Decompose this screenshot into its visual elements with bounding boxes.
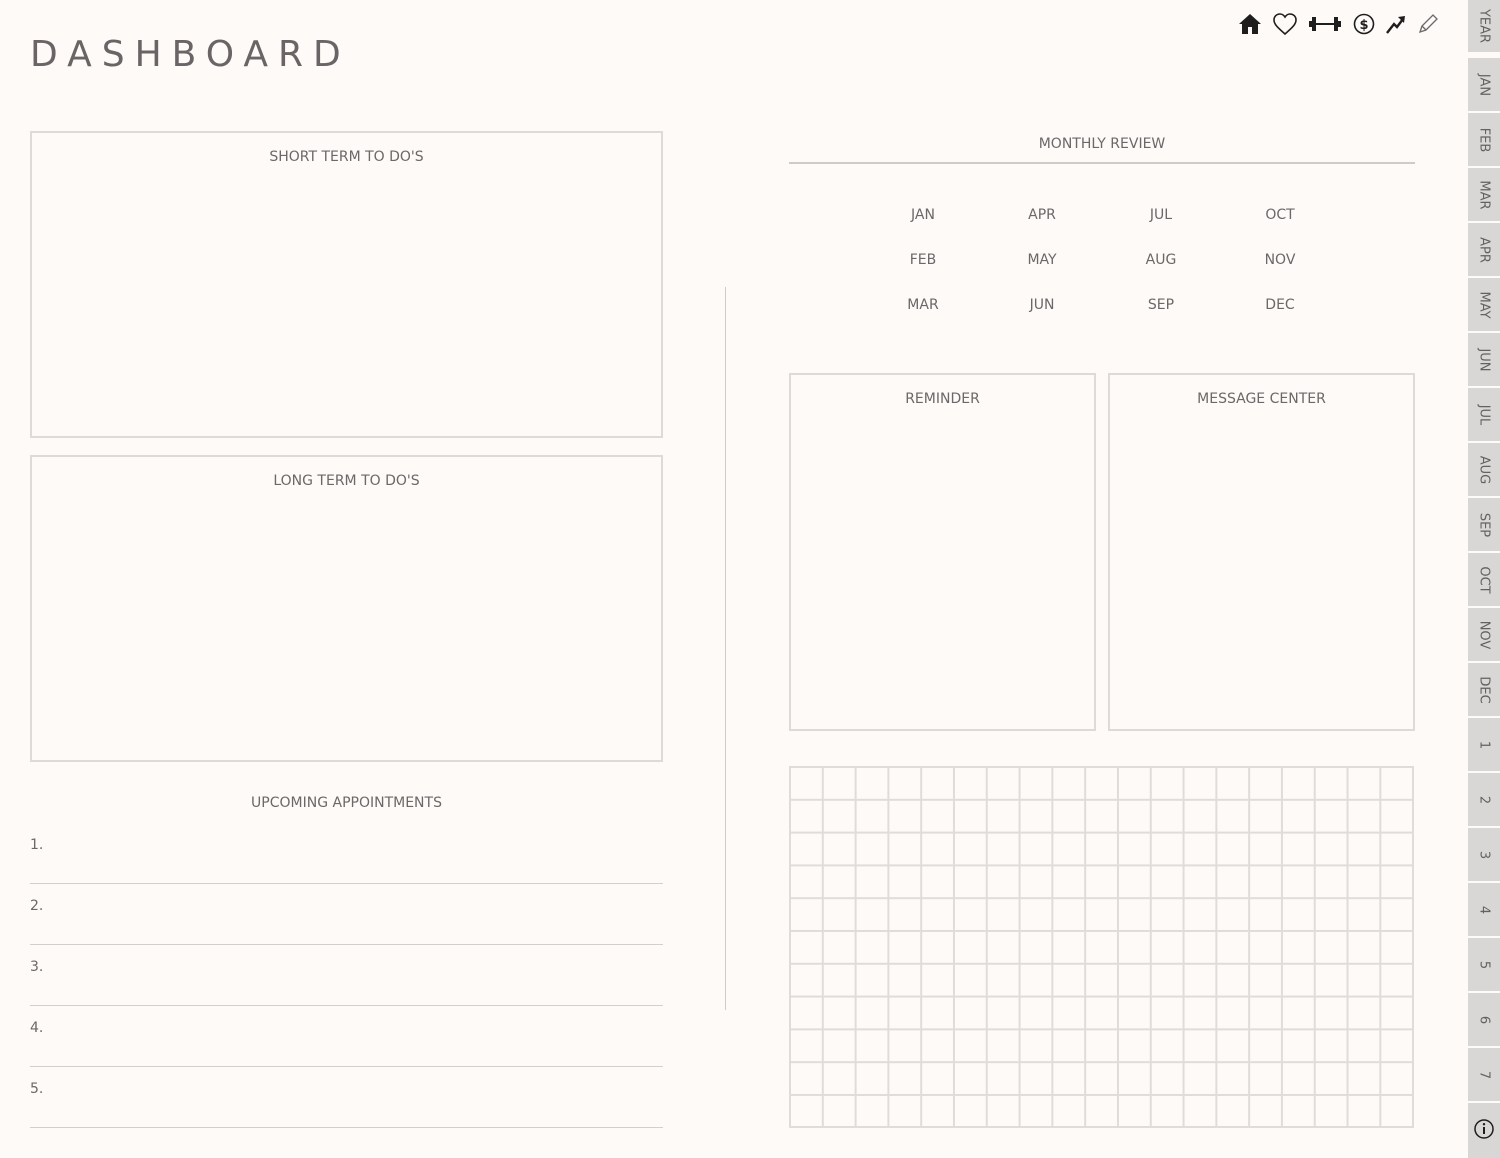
month-link-mar[interactable]: MAR	[907, 297, 939, 313]
reminder-box[interactable]	[789, 373, 1096, 731]
sidebar-tab-mar[interactable]	[1468, 168, 1500, 221]
dollar-icon[interactable]	[1352, 12, 1376, 36]
month-link-apr[interactable]: APR	[1028, 207, 1056, 223]
sidebar-tab-label: APR	[1476, 236, 1492, 263]
sidebar-tab-label: JUL	[1476, 404, 1492, 425]
sidebar-tab-7[interactable]	[1468, 1048, 1500, 1101]
sidebar-tab-dec[interactable]	[1468, 663, 1500, 716]
message-center-box[interactable]	[1108, 373, 1415, 731]
sidebar-tab-sep[interactable]	[1468, 498, 1500, 551]
appointment-row[interactable]	[30, 1067, 663, 1128]
month-link-jun[interactable]: JUN	[1029, 297, 1055, 313]
column-divider	[725, 287, 726, 1010]
sidebar-tab-label: OCT	[1476, 565, 1492, 594]
sidebar-tab-label: JAN	[1476, 73, 1492, 96]
month-link-may[interactable]: MAY	[1027, 252, 1057, 268]
sidebar-tab-5[interactable]	[1468, 938, 1500, 991]
sidebar-tab-label: YEAR	[1476, 8, 1492, 44]
top-nav-icons	[1232, 12, 1442, 44]
short-term-todo-label: SHORT TERM TO DO'S	[269, 149, 424, 165]
sidebar-tab-jun[interactable]	[1468, 333, 1500, 386]
sidebar-tab-year[interactable]	[1468, 0, 1500, 52]
sidebar-tab-label: NOV	[1476, 620, 1492, 649]
month-link-jul[interactable]: JUL	[1149, 207, 1173, 223]
sidebar-tab-6[interactable]	[1468, 993, 1500, 1046]
month-link-aug[interactable]: AUG	[1145, 252, 1177, 268]
monthly-review-underline	[789, 162, 1415, 164]
sidebar-tab-aug[interactable]	[1468, 443, 1500, 496]
month-link-oct[interactable]: OCT	[1265, 207, 1295, 223]
sidebar-tab-label: SEP	[1476, 512, 1492, 537]
info-icon	[1473, 1118, 1495, 1144]
month-link-jan[interactable]: JAN	[911, 207, 935, 223]
month-link-sep[interactable]: SEP	[1147, 297, 1175, 313]
sidebar-tab-label: JUN	[1476, 347, 1492, 372]
appointment-row[interactable]	[30, 823, 663, 884]
sidebar-tab-label: MAR	[1476, 179, 1492, 210]
heart-icon[interactable]	[1272, 12, 1298, 36]
month-link-feb[interactable]: FEB	[909, 252, 937, 268]
page-title: DASHBOARD	[30, 34, 351, 75]
message-center-label: MESSAGE CENTER	[1197, 391, 1326, 407]
svg-text:$: $	[1359, 18, 1369, 33]
sidebar-tab-label: 4	[1476, 905, 1492, 914]
sidebar-tabs	[1468, 0, 1500, 1158]
sidebar-tab-3[interactable]	[1468, 828, 1500, 881]
notes-grid[interactable]	[789, 766, 1414, 1128]
sidebar-tab-jan[interactable]	[1468, 58, 1500, 111]
sidebar-tab-1[interactable]	[1468, 718, 1500, 771]
month-link-nov[interactable]: NOV	[1264, 252, 1296, 268]
monthly-review-title: MONTHLY REVIEW	[1038, 136, 1166, 152]
reminder-label: REMINDER	[905, 391, 980, 407]
sidebar-tab-nov[interactable]	[1468, 608, 1500, 661]
sidebar-tab-2[interactable]	[1468, 773, 1500, 826]
month-link-dec[interactable]: DEC	[1265, 297, 1295, 313]
sidebar-tab-info[interactable]	[1468, 1103, 1500, 1158]
sidebar-tab-label: 5	[1476, 960, 1492, 969]
short-term-todo-box[interactable]	[30, 131, 663, 438]
sidebar-tab-feb[interactable]	[1468, 113, 1500, 166]
sidebar-tab-label: 1	[1476, 740, 1492, 749]
appointments-title: UPCOMING APPOINTMENTS	[251, 795, 442, 811]
appointment-number: 2.	[30, 898, 44, 914]
appointment-number: 4.	[30, 1020, 44, 1036]
long-term-todo-label: LONG TERM TO DO'S	[273, 473, 420, 489]
appointment-row[interactable]	[30, 945, 663, 1006]
sidebar-tab-may[interactable]	[1468, 278, 1500, 331]
appointment-row[interactable]	[30, 1006, 663, 1067]
divider	[30, 1127, 663, 1128]
long-term-todo-box[interactable]	[30, 455, 663, 762]
home-icon[interactable]	[1238, 12, 1262, 36]
sidebar-tab-label: 3	[1476, 850, 1492, 859]
dumbbell-icon[interactable]	[1308, 12, 1342, 36]
sidebar-tab-apr[interactable]	[1468, 223, 1500, 276]
appointment-number: 5.	[30, 1081, 44, 1097]
sidebar-tab-label: 2	[1476, 795, 1492, 804]
appointment-number: 1.	[30, 837, 44, 853]
appointment-number: 3.	[30, 959, 44, 975]
sidebar-tab-label: MAY	[1476, 290, 1492, 319]
sidebar-tab-4[interactable]	[1468, 883, 1500, 936]
appointment-row[interactable]	[30, 884, 663, 945]
sidebar-tab-jul[interactable]	[1468, 388, 1500, 441]
trend-arrow-icon[interactable]	[1384, 12, 1408, 36]
sidebar-tab-label: AUG	[1476, 455, 1492, 484]
sidebar-tab-label: 6	[1476, 1015, 1492, 1024]
sidebar-tab-label: DEC	[1476, 675, 1492, 704]
pencil-icon[interactable]	[1416, 12, 1440, 36]
sidebar-tab-label: 7	[1476, 1070, 1492, 1079]
sidebar-tab-label: FEB	[1476, 127, 1492, 152]
sidebar-tab-oct[interactable]	[1468, 553, 1500, 606]
